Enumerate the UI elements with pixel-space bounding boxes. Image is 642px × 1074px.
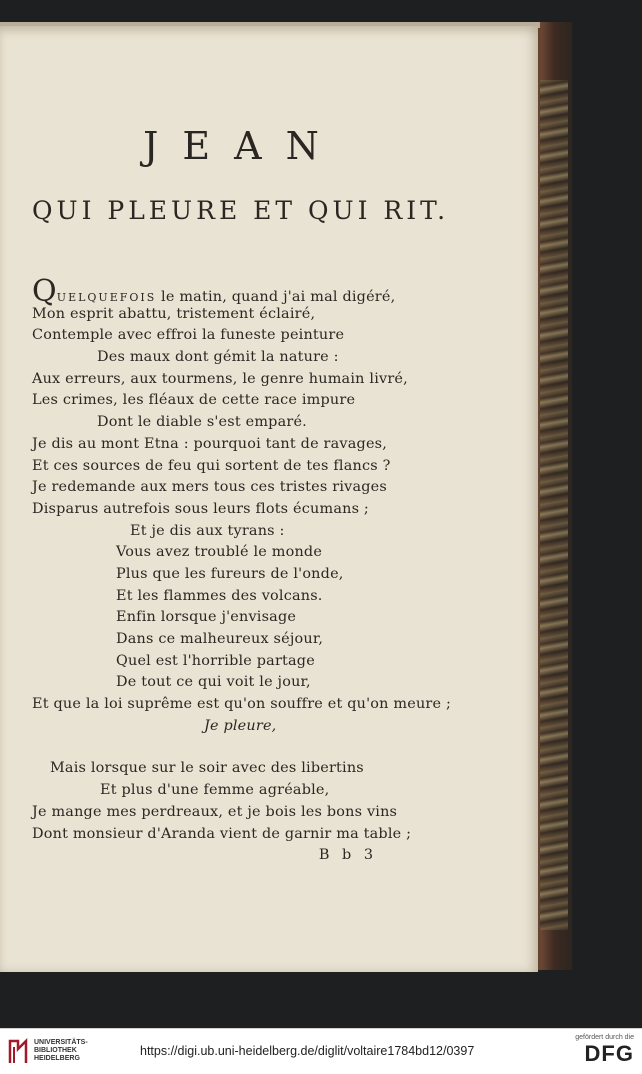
poem-line: Mon esprit abattu, tristement éclairé, (32, 305, 316, 322)
page-subtitle: QUI PLEURE ET QUI RIT. (32, 196, 450, 225)
poem-line: Contemple avec effroi la funeste peinture (32, 327, 345, 344)
poem-line: Disparus autrefois sous leurs flots écumans ; (32, 500, 369, 517)
marbled-endpaper (540, 80, 568, 930)
poem-line: Enfin lorsque j'envisage (116, 609, 297, 626)
drop-cap: Q (32, 274, 57, 309)
funder-logo (575, 1034, 634, 1067)
university-library-logo-icon (8, 1037, 30, 1065)
poem-line: Je redemande aux mers tous ces tristes rivages (32, 479, 387, 496)
poem-line: Je dis au mont Etna : pourquoi tant de ravages, (32, 435, 388, 452)
page-title: JEAN (143, 124, 343, 168)
dfg-logo: DFG (584, 1041, 634, 1066)
poem-line: Quel est l'horrible partage (116, 652, 315, 669)
poem-line: Et plus d'une femme agréable, (100, 782, 330, 799)
poem-line: Plus que les fureurs de l'onde, (116, 565, 344, 582)
poem-line (32, 274, 437, 309)
poem-line: Et que la loi suprême est qu'on souffre et qu'on meure ; (32, 696, 452, 713)
poem-line: Et je dis aux tyrans : (130, 522, 285, 539)
poem-line-text: le matin, quand j'ai mal digéré, (156, 289, 396, 305)
poem-line: Aux erreurs, aux tourmens, le genre humain livré, (32, 370, 408, 387)
poem-line: Des maux dont gémit la nature : (97, 349, 339, 366)
poem-text (32, 274, 452, 867)
poem-refrain: Je pleure, (204, 717, 277, 734)
first-word-smallcaps: UELQUEFOIS (56, 291, 157, 304)
signature-mark: B b 3 (318, 847, 377, 864)
institution-name: UNIVERSITÄTS- BIBLIOTHEK HEIDELBERG (34, 1039, 88, 1062)
poem-line: Les crimes, les fléaux de cette race impure (32, 392, 356, 409)
permalink-url[interactable]: https://digi.ub.uni-heidelberg.de/diglit/voltaire1784bd12/0397 (140, 1044, 475, 1058)
funder-note: gefördert durch die (575, 1034, 634, 1041)
poem-line: Et ces sources de feu qui sortent de tes flancs ? (32, 457, 391, 474)
poem-line: Je mange mes perdreaux, et je bois les bons vins (32, 803, 398, 820)
poem-line: Mais lorsque sur le soir avec des libertins (50, 760, 364, 777)
poem-line: De tout ce qui voit le jour, (116, 674, 311, 691)
stanza-gap (32, 737, 437, 758)
poem-line: Dont monsieur d'Aranda vient de garnir ma table ; (32, 825, 412, 842)
poem-line: Et les flammes des volcans. (116, 587, 323, 604)
poem-line: Dont le diable s'est emparé. (97, 414, 307, 431)
viewer-footer (0, 1028, 642, 1074)
poem-line: Dans ce malheureux séjour, (116, 631, 324, 647)
poem-line: Vous avez troublé le monde (116, 544, 323, 561)
